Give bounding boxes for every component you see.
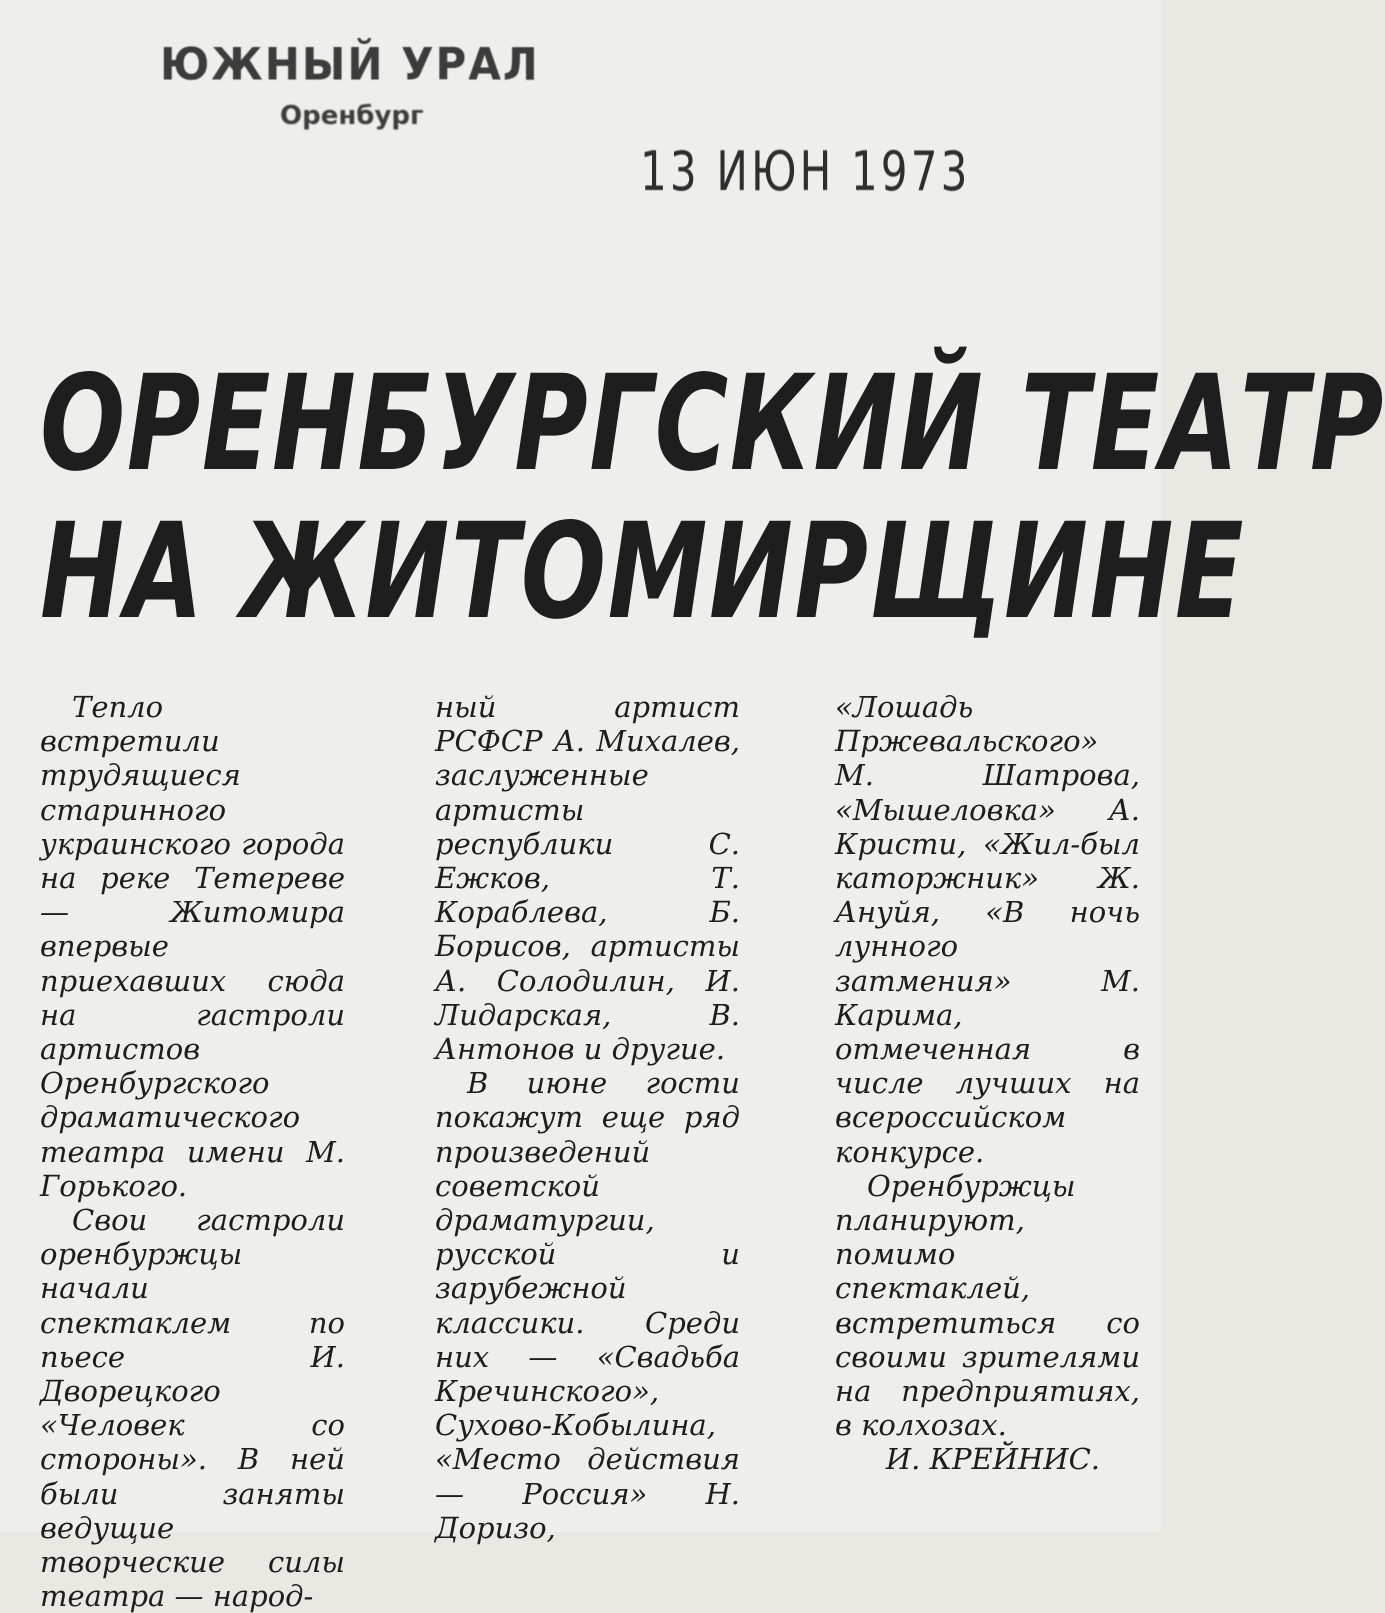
headline-line-2: НА ЖИТОМИРЩИНЕ [40, 495, 1246, 649]
article-body [40, 690, 1140, 1613]
paragraph: Свои гастроли оренбуржцы начали спектаклем по пьесе И. Дворецкого «Человек со стороны». В ней были заняты ведущие творческие силы театра — народ- [40, 1203, 345, 1613]
article-column-2 [435, 690, 740, 1545]
paragraph: ный артист РСФСР А. Михалев, заслуженные артисты республики С. Ежков, Т. Кораблева, Б. Борисов, артисты А. Солодилин, И. Лидарская, В. Антонов и другие. [435, 690, 740, 1067]
newspaper-stamp [160, 40, 540, 131]
newspaper-name: ЮЖНЫЙ УРАЛ [160, 38, 540, 91]
headline-line-1: ОРЕНБУРГСКИЙ ТЕАТР [40, 347, 1385, 501]
paragraph: Оренбуржцы планируют, помимо спектаклей, встретиться со своими зрителями на предприятиях, в колхозах. [835, 1168, 1140, 1443]
paragraph: В июне гости покажут еще ряд произведений советской драматургии, русской и зарубежной классики. Среди них — «Свадьба Кречинского», Сухово-Кобылина, «Место действия — Россия» Н. Доризо, [435, 1066, 740, 1545]
paragraph: Тепло встретили трудящиеся старинного украинского города на реке Тетереве — Житомира впервые приехавших сюда на гастроли артистов Оренбургского драматического театра имени М. Горького. [40, 690, 345, 1203]
paragraph: «Лошадь Пржевальского» М. Шатрова, «Мышеловка» А. Кристи, «Жил-был каторжник» Ж. Ануйя, «В ночь лунного затмения» М. Карима, отмеченная в числе лучших на всероссийском конкурсе. [835, 690, 1140, 1169]
article-column-3 [835, 690, 1140, 1477]
date-stamp: 13 ИЮН 1973 [640, 140, 971, 203]
author-signature: И. КРЕЙНИС. [885, 1442, 1100, 1477]
article-column-1 [40, 690, 345, 1613]
headline [40, 347, 1385, 649]
newspaper-city: Оренбург [280, 101, 424, 131]
